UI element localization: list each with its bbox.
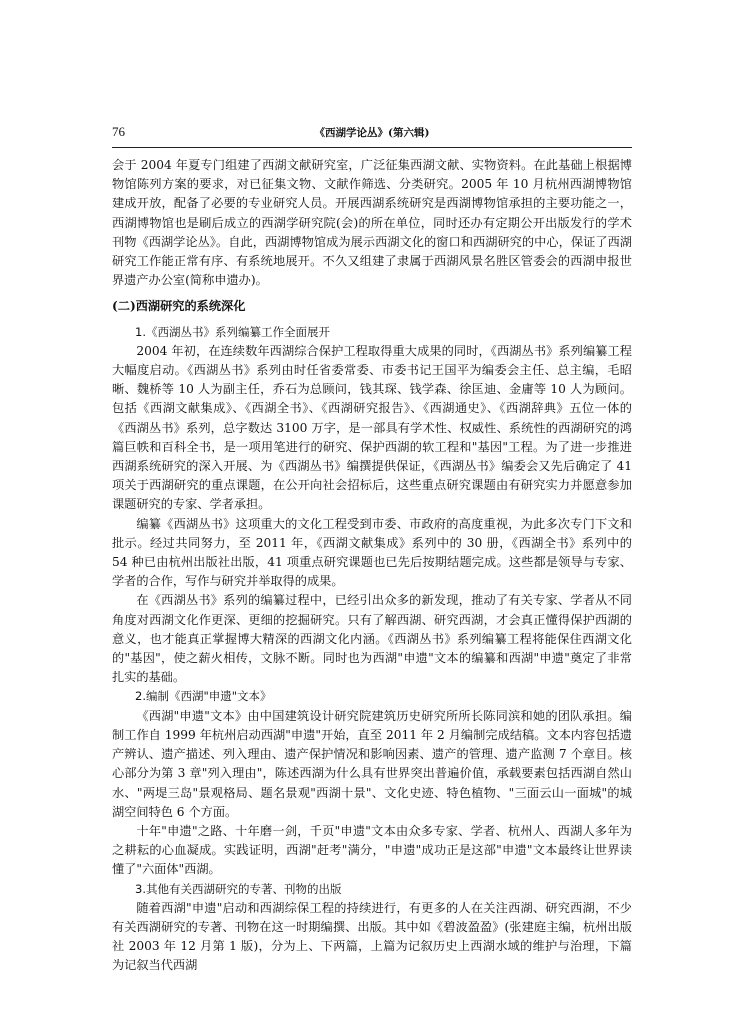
paragraph-7: 随着西湖"申遗"启动和西湖综保工程的持续进行，有更多的人在关注西湖、研究西湖，不少有关西湖研究的专著、刊物在这一时期编撰、出版。其中如《碧波盈盈》(张建庭主编，杭州出版社 2003 年 12 月第 1 版)，分为上、下两篇，上篇为记叙历史上西湖水域的维护与治理，下篇为记叙当代西湖 <box>112 900 632 973</box>
subsection-heading-3: 3.其他有关西湖研究的专著、刊物的出版 <box>135 881 342 896</box>
body-text <box>112 156 632 976</box>
page-number: 76 <box>112 124 125 139</box>
page-header <box>112 124 632 144</box>
subsection-heading-2: 2.编制《西湖"申遗"文本》 <box>135 689 272 704</box>
paragraph-4: 在《西湖丛书》系列的编纂过程中，已经引出众多的新发现，推动了有关专家、学者从不同角度对西湖文化作更深、更细的挖掘研究。只有了解西湖、研究西湖，才会真正懂得保护西湖的意义，也才能真正掌握博大精深的西湖文化内涵。《西湖丛书》系列编纂工程将能保住西湖文化的"基因"，使之薪火相传，文脉不断。同时也为西湖"申遗"文本的编纂和西湖"申遗"奠定了非常扎实的基础。 <box>112 593 632 685</box>
paragraph-6: 十年"申遗"之路、十年磨一剑，千页"申遗"文本由众多专家、学者、杭州人、西湖人多年为之耕耘的心血凝成。实践证明，西湖"赶考"满分，"申遗"成功正是这部"申遗"文本最终让世界读懂了"六面体"西湖。 <box>112 823 632 877</box>
paragraph-1: 会于 2004 年夏专门组建了西湖文献研究室，广泛征集西湖文献、实物资料。在此基础上根据博物馆陈列方案的要求，对已征集文物、文献作筛选、分类研究。2005 年 10 月杭州西湖博物馆建成开放，配备了必要的专业研究人员。开展西湖系统研究是西湖博物馆承担的主要功能之一，西湖博物馆也是刷后成立的西湖学研究院(会)的所在单位，同时还办有定期公开出版发行的学术刊物《西湖学论丛》。自此，西湖博物馆成为展示西湖文化的窗口和西湖研究的中心，保证了西湖研究工作能正常有序、有系统地展开。不久又组建了隶属于西湖风景名胜区管委会的西湖申报世界遗产办公室(简称申遗办)。 <box>112 158 632 288</box>
paragraph-5: 《西湖"申遗"文本》由中国建筑设计研究院建筑历史研究所所长陈同滨和她的团队承担。编制工作自 1999 年杭州启动西湖"申遗"开始，直至 2011 年 2 月编制完成结稿。文本内容包括遗产辨认、遗产描述、列入理由、遗产保护情况和影响因素、遗产的管理、遗产监测 7 个章目。核心部分为第 3 章"列入理由"，陈述西湖为什么具有世界突出普遍价值，承载要素包括西湖自然山水、"两堤三岛"景观格局、题名景观"西湖十景"、文化史迹、特色植物、"三面云山一面城"的城湖空间特色 6 个方面。 <box>112 708 632 819</box>
section-heading: (二)西湖研究的系统深化 <box>112 299 246 314</box>
paragraph-2: 2004 年初，在连续数年西湖综合保护工程取得重大成果的同时，《西湖丛书》系列编纂工程大幅度启动。《西湖丛书》系列由时任省委常委、市委书记王国平为编委会主任、总主编，毛昭晰、魏桥等 10 人为副主任，乔石为总顾问，钱其琛、钱学森、徐匡迪、金庸等 10 人为顾问。包括《西湖文献集成》、《西湖全书》、《西湖研究报告》、《西湖通史》、《西湖辞典》五位一体的《西湖丛书》系列，总字数达 3100 万字，是一部具有学术性、权威性、系统性的西湖研究的鸿篇巨帙和百科全书，是一项用笔进行的研究、保护西湖的软工程和"基因"工程。为了进一步推进西湖系统研究的深入开展、为《西湖丛书》编撰提供保证，《西湖丛书》编委会又先后确定了 41 项关于西湖研究的重点课题，在公开向社会招标后，这些重点研究课题由有研究实力并愿意参加课题研究的专家、学者承担。 <box>112 343 632 512</box>
running-title: 《西湖学论丛》(第六辑) <box>314 127 430 139</box>
paragraph-3: 编纂《西湖丛书》这项重大的文化工程受到市委、市政府的高度重视，为此多次专门下文和批示。经过共同努力，至 2011 年，《西湖文献集成》系列中的 30 册，《西湖全书》系列中的 54 种已由杭州出版社出版，41 项重点研究课题也已先后按期结题完成。这些都是领导与专家、学者的合作，写作与研究并举取得的成果。 <box>112 516 632 589</box>
subsection-heading-1: 1.《西湖丛书》系列编纂工作全面展开 <box>135 324 330 339</box>
header-rule <box>112 147 632 148</box>
